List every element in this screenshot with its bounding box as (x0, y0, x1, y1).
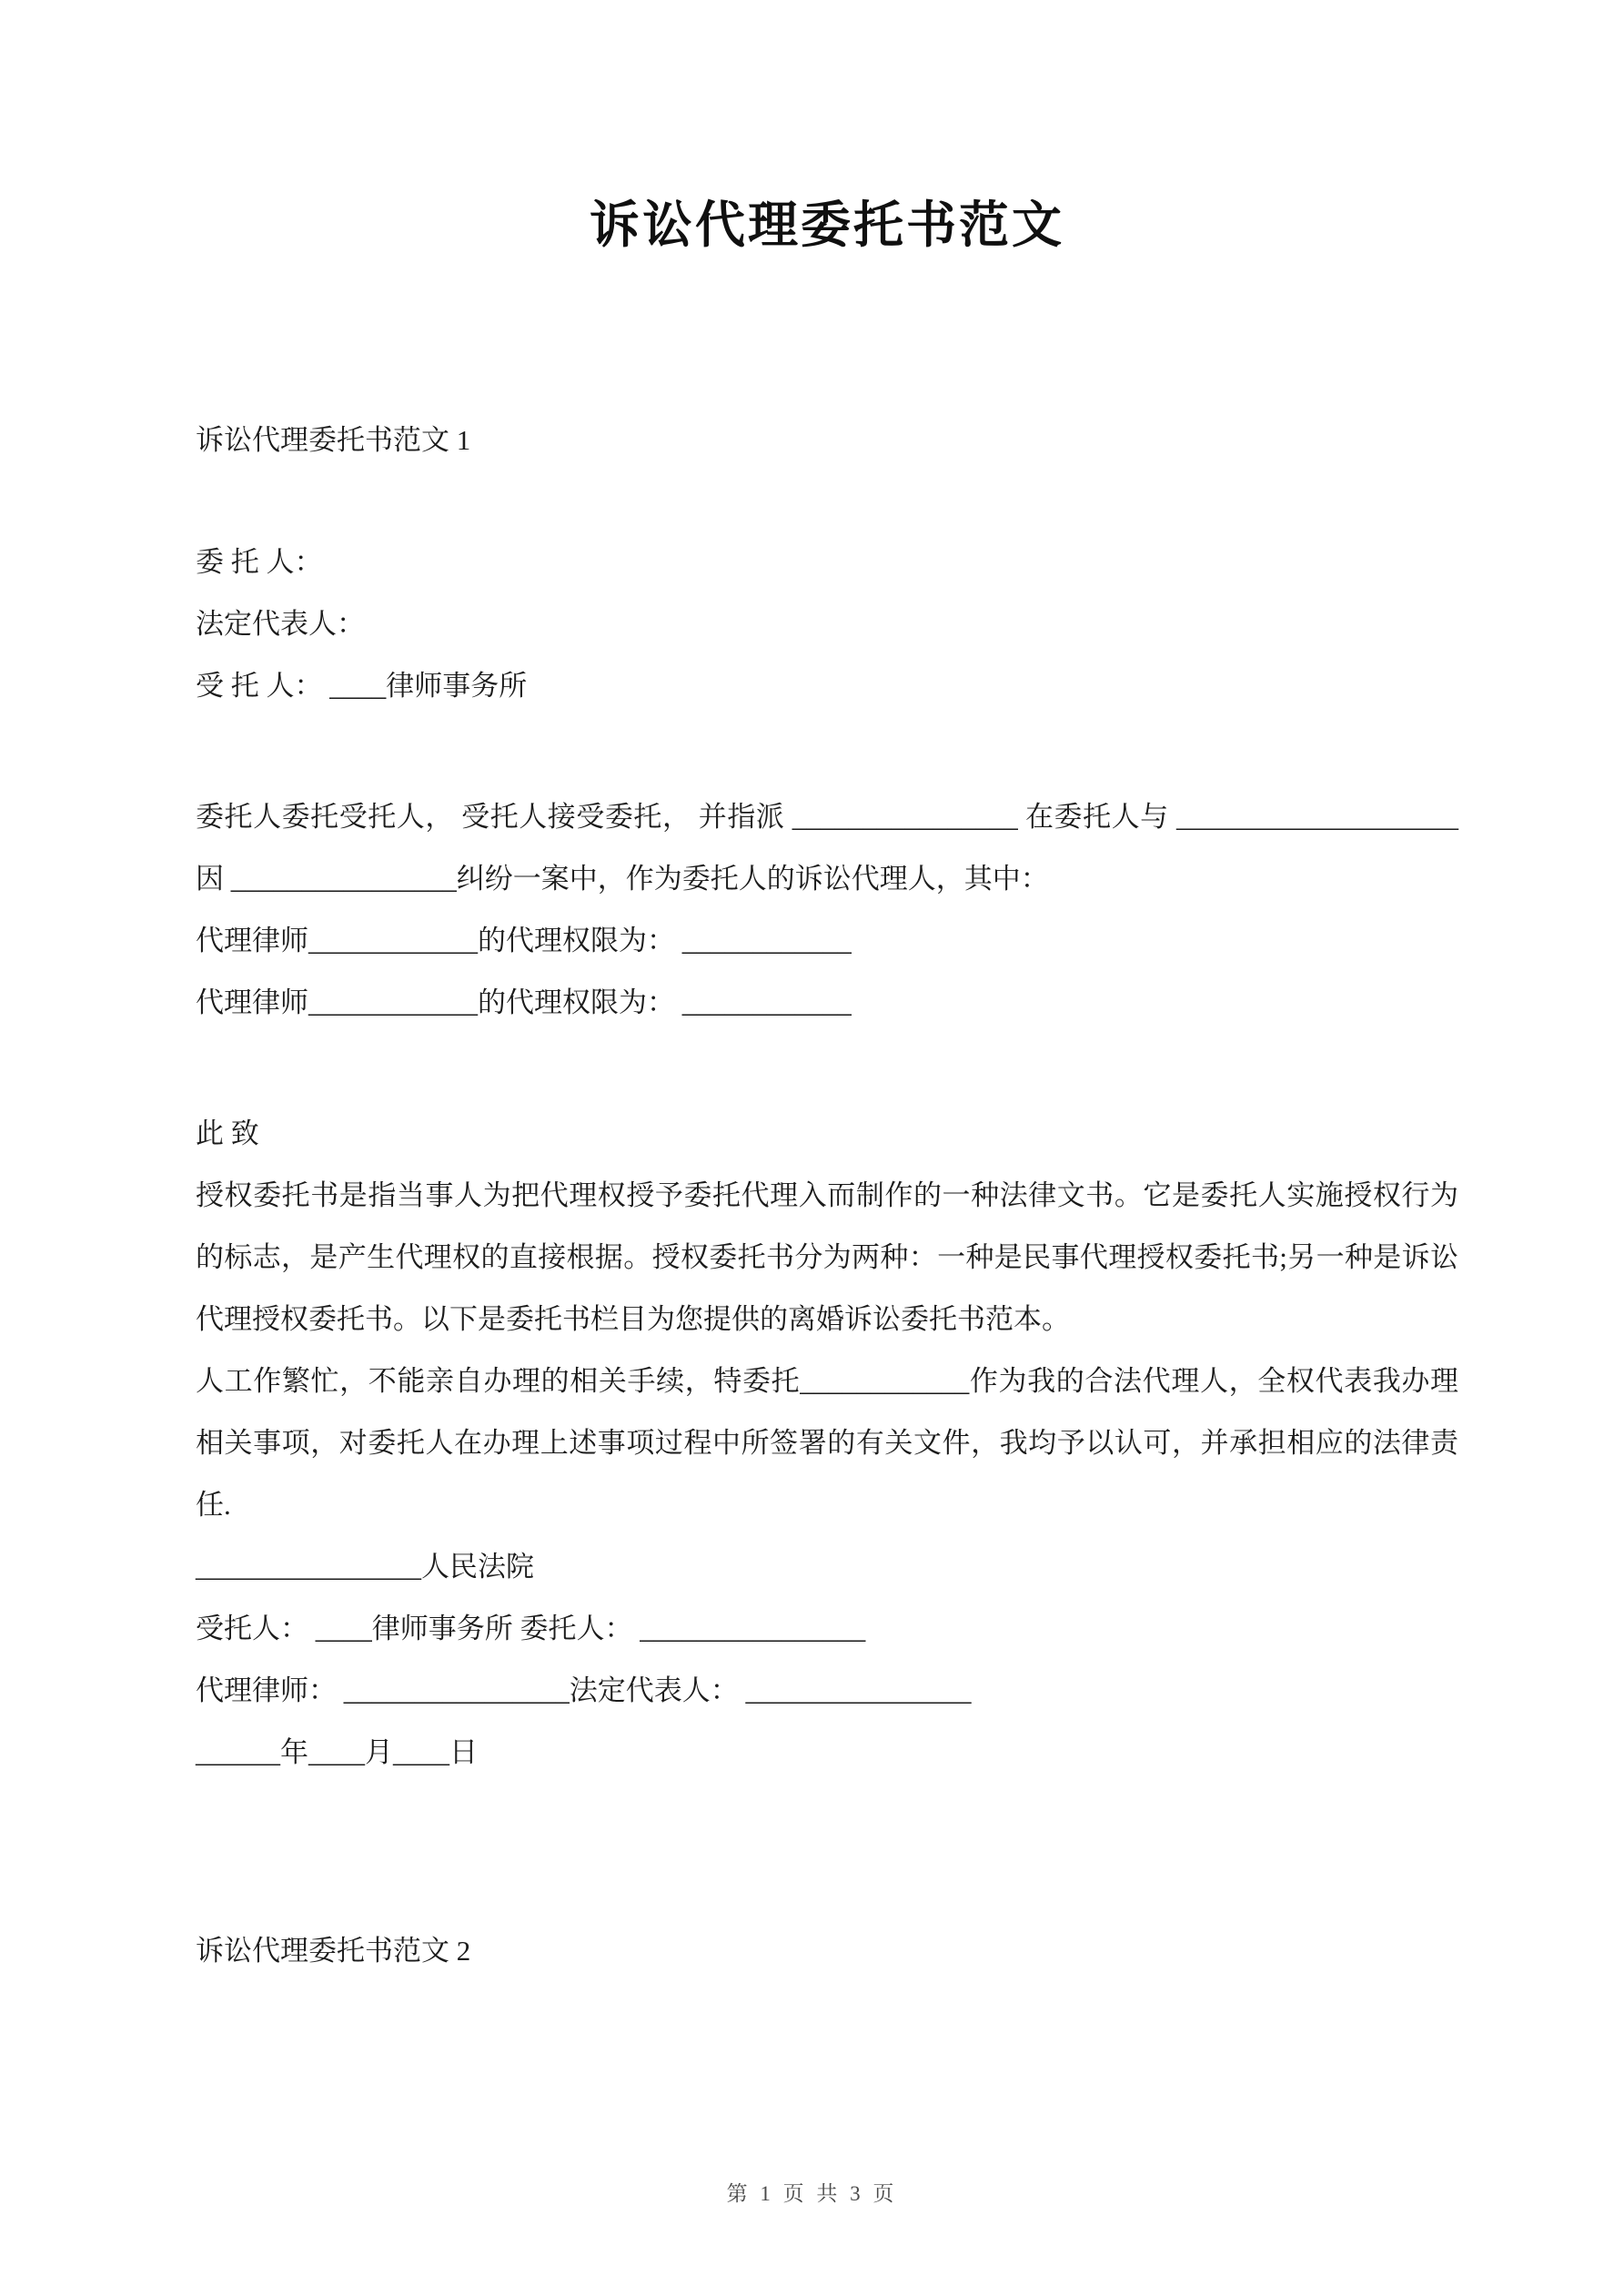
field-trustee-principal: 受托人： ____律师事务所 委托人： ________________ (196, 1613, 866, 1644)
page-number-footer: 第 1 页 共 3 页 (726, 2182, 898, 2205)
field-principal: 委 托 人： (196, 546, 323, 578)
paragraph-busy-delegation: 人工作繁忙，不能亲自办理的相关手续，特委托____________作为我的合法代理人，全权代表我办理相关事项，对委托人在办理上述事项过程中所签署的有关文件，我均予以认可，并承担相应的法律责任. (196, 1365, 1458, 1521)
field-date: ______年____月____日 (196, 1736, 478, 1768)
paragraph-explanation: 授权委托书是指当事人为把代理权授予委托代理入而制作的一种法律文书。它是委托人实施授权行为的标志，是产生代理权的直接根据。授权委托书分为两种：一种是民事代理授权委托书;另一种是诉讼代理授权委托书。以下是委托书栏目为您提供的离婚诉讼委托书范本。 (196, 1179, 1458, 1335)
field-attorney-authority-1: 代理律师____________的代理权限为： ____________ (196, 925, 852, 956)
paragraph-entrustment-clause: 委托人委托受托人， 受托人接受委托， 并指派 ________________ 在委托人与 ____________________ 因 ________________纠纷一案中，作为委托人的诉讼代理人，其中： (196, 801, 1458, 895)
paragraph-salutation: 此 致 (196, 1118, 259, 1149)
section-label-sample-2: 诉讼代理委托书范文 2 (196, 1935, 471, 1967)
field-legal-representative: 法定代表人： (196, 608, 365, 640)
section-label-sample-1: 诉讼代理委托书范文 1 (196, 424, 471, 456)
field-court-name: ________________人民法院 (196, 1551, 534, 1583)
field-attorney-authority-2: 代理律师____________的代理权限为： ____________ (196, 986, 852, 1018)
field-trustee: 受 托 人： ____律师事务所 (196, 670, 528, 702)
field-attorney-representative: 代理律师： ________________法定代表人： ________________ (196, 1674, 972, 1706)
document-title: 诉讼代理委托书范文 (589, 197, 1064, 253)
